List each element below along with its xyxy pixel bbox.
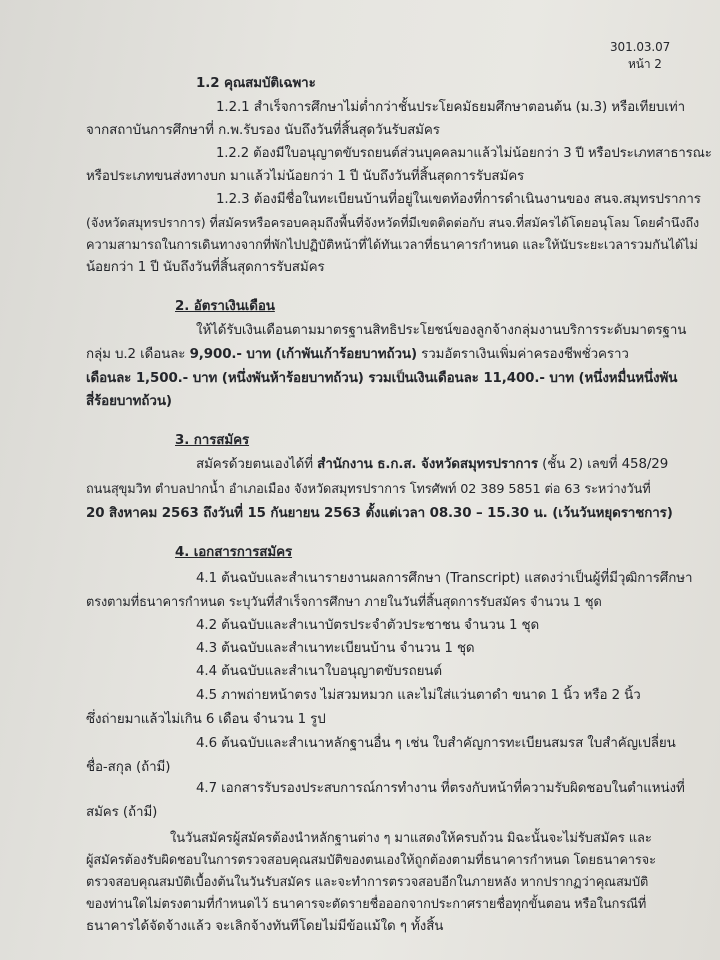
apply-in-person: สมัครด้วยตนเองได้ที่ [196, 457, 318, 472]
text-line: ธนาคารได้จัดจ้างแล้ว จะเลิกจ้างทันทีโดยไม่มีข้อแม้ใด ๆ ทั้งสิ้น [86, 919, 444, 934]
text-line: ของท่านใดไม่ตรงตามที่กำหนดไว้ ธนาคารจะตัดรายชื่อออกจากประกาศรายชื่อทุกขั้นตอน หรือในกรณีที่ [86, 897, 647, 912]
office-address: ถนนสุขุมวิท ตำบลปากน้ำ อำเภอเมือง จังหวัดสมุทรปราการ โทรศัพท์ 02 389 5851 ต่อ 63 ระหว่างวันที่ [86, 482, 651, 497]
text-line: 1.2.2 ต้องมีใบอนุญาตขับรถยนต์ส่วนบุคคลมาแล้วไม่น้อยกว่า 3 ปี หรือประเภทสาธารณะ [216, 146, 712, 161]
office-floor: (ชั้น 2) เลขที่ 458/29 [537, 457, 669, 472]
text-line: ซึ่งถ่ายมาแล้วไม่เกิน 6 เดือน จำนวน 1 รูป [86, 712, 326, 727]
text-line: ตรวจสอบคุณสมบัติเบื้องต้นในวันรับสมัคร และจะทำการตรวจสอบอีกในภายหลัง หากปรากฏว่าคุณสมบัติ [86, 875, 649, 890]
text-line: สมัคร (ถ้ามี) [86, 805, 158, 820]
text-line [86, 370, 677, 388]
section-4-title: 4. เอกสารการสมัคร [175, 545, 293, 560]
application-period: 20 สิงหาคม 2563 ถึงวันที่ 15 กันยายน 2563 ตั้งแต่เวลา 08.30 – 15.30 น. (เว้นวันหยุดราชการ) [86, 506, 673, 521]
base-salary: 9,900.- บาท (เก้าพันเก้าร้อยบาทถ้วน) [189, 347, 417, 362]
section-3-title: 3. การสมัคร [175, 433, 250, 448]
text-line: 4.3 ต้นฉบับและสำเนาทะเบียนบ้าน จำนวน 1 ชุด [196, 641, 475, 656]
text-line: 4.2 ต้นฉบับและสำเนาบัตรประจำตัวประชาชน จำนวน 1 ชุด [196, 618, 540, 633]
total-salary: รวมเป็นเงินเดือนละ 11,400.- บาท (หนึ่งหมื่นหนึ่งพัน [363, 371, 678, 386]
text-line: 4.5 ภาพถ่ายหน้าตรง ไม่สวมหมวก และไม่ใส่แว่นตาดำ ขนาด 1 นิ้ว หรือ 2 นิ้ว [196, 688, 641, 703]
page-number: หน้า 2 [628, 57, 662, 71]
text-line: 1.2.1 สำเร็จการศึกษาไม่ต่ำกว่าชั้นประโยคมัธยมศึกษาตอนต้น (ม.3) หรือเทียบเท่า [216, 100, 686, 115]
text-line: 4.6 ต้นฉบับและสำเนาหลักฐานอื่น ๆ เช่น ใบสำคัญการทะเบียนสมรส ใบสำคัญเปลี่ยน [196, 736, 676, 751]
text-line: น้อยกว่า 1 ปี นับถึงวันที่สิ้นสุดการรับสมัคร [86, 260, 325, 275]
salary-note: รวมอัตราเงินเพิ่มค่าครองชีพชั่วคราว [416, 347, 629, 362]
section-2-title: 2. อัตราเงินเดือน [175, 299, 275, 314]
text-line: หรือประเภทขนส่งทางบก มาแล้วไม่น้อยกว่า 1 ปี นับถึงวันที่สิ้นสุดการรับสมัคร [86, 169, 525, 184]
cost-of-living-allowance: เดือนละ 1,500.- บาท (หนึ่งพันห้าร้อยบาทถ้วน) [86, 371, 364, 386]
doc-code: 301.03.07 [610, 40, 671, 54]
text-line: ให้ได้รับเงินเดือนตามมาตรฐานสิทธิประโยชน์ของลูกจ้างกลุ่มงานบริการระดับมาตรฐาน [196, 323, 687, 338]
text-line: (จังหวัดสมุทรปราการ) ที่สมัครหรือครอบคลุมถึงพื้นที่จังหวัดที่มีเขตติดต่อกับ สนจ.ที่สมัครได้โดยอนุโลม โดยคำนึงถึง [86, 215, 700, 230]
text-line: ชื่อ-สกุล (ถ้ามี) [86, 760, 171, 775]
office-name: สำนักงาน ธ.ก.ส. จังหวัดสมุทรปราการ [317, 457, 538, 472]
text-line: ความสามารถในการเดินทางจากที่พักไปปฏิบัติหน้าที่ได้ทันเวลาที่ธนาคารกำหนด และให้นับระยะเวลารวมกันได้ไม่ [86, 238, 698, 253]
text-line: 4.1 ต้นฉบับและสำเนารายงานผลการศึกษา (Transcript) แสดงว่าเป็นผู้ที่มีวุฒิการศึกษา [196, 571, 693, 586]
salary-group: กลุ่ม บ.2 เดือนละ [86, 347, 190, 362]
text-line: 4.4 ต้นฉบับและสำเนาใบอนุญาตขับรถยนต์ [196, 664, 443, 679]
text-line: สี่ร้อยบาทถ้วน) [86, 394, 172, 409]
text-line: จากสถาบันการศึกษาที่ ก.พ.รับรอง นับถึงวันที่สิ้นสุดวันรับสมัคร [86, 123, 440, 138]
section-1-2-title: 1.2 คุณสมบัติเฉพาะ [196, 76, 316, 91]
text-line: 1.2.3 ต้องมีชื่อในทะเบียนบ้านที่อยู่ในเขตท้องที่การดำเนินงานของ สนจ.สมุทรปราการ [216, 192, 701, 207]
text-line: ผู้สมัครต้องรับผิดชอบในการตรวจสอบคุณสมบัติของตนเองให้ถูกต้องตามที่ธนาคารกำหนด โดยธนาคารจะ [86, 853, 656, 868]
text-line: ในวันสมัครผู้สมัครต้องนำหลักฐานต่าง ๆ มาแสดงให้ครบถ้วน มิฉะนั้นจะไม่รับสมัคร และ [170, 831, 652, 846]
text-line [196, 456, 668, 474]
text-line [86, 346, 629, 364]
text-line: 4.7 เอกสารรับรองประสบการณ์การทำงาน ที่ตรงกับหน้าที่ความรับผิดชอบในตำแหน่งที่ [196, 781, 685, 796]
text-line: ตรงตามที่ธนาคารกำหนด ระบุวันที่สำเร็จการศึกษา ภายในวันที่สิ้นสุดการรับสมัคร จำนวน 1 ชุด [86, 595, 602, 610]
